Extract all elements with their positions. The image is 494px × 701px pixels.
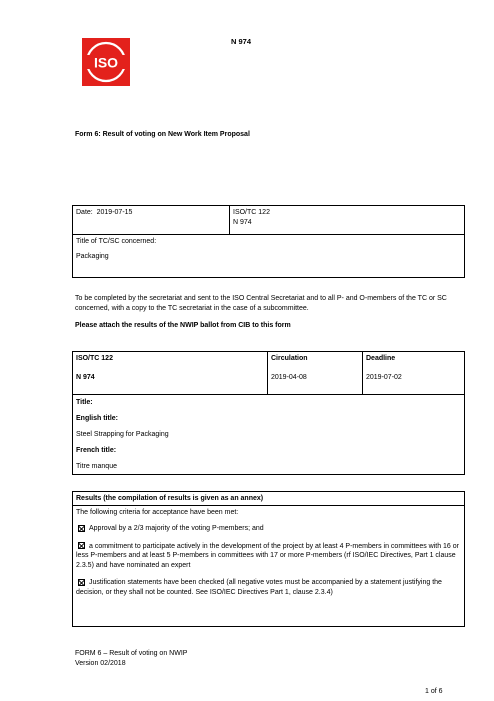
committee-name: ISO/TC 122 [233,209,270,216]
tc-title-cell [73,235,465,278]
footer [75,649,187,669]
checked-box-icon[interactable] [78,525,85,532]
circulation-date: 2019-04-08 [271,374,307,381]
results-body [73,506,465,627]
circulation-label: Circulation [271,355,308,362]
footer-version: Version 02/2018 [75,660,126,667]
document-number: N 974 [231,37,252,46]
circulation-cell [268,352,363,395]
criterion-3 [76,578,461,597]
ballot-title-cell [73,395,465,475]
french-title-label: French title: [76,447,117,454]
ballot-committee: ISO/TC 122 [76,355,113,362]
english-title-label: English title: [76,415,118,422]
criterion-1 [76,524,461,534]
criterion-2 [76,542,461,571]
form-title: Form 6: Result of voting on New Work Item Proposal [75,131,250,138]
ballot-table [72,351,465,475]
results-heading: Results (the compilation of results is given as an annex) [73,492,465,506]
deadline-label: Deadline [366,355,396,362]
ballot-committee-cell [73,352,268,395]
checked-box-icon[interactable] [78,579,85,586]
deadline-cell [363,352,465,395]
iso-logo [82,38,130,86]
criterion-2-text: a commitment to participate actively in the development of the project by at least 4 P-members in committees with 16 or less P-members and at least 5 P-members in committees with 17 or more P-members (rf ISO/IEC Directives, Part 1 clause 2.3.5) and have nominated an expert [76,542,459,569]
date-label: Date: [76,209,93,216]
english-title-value: Steel Strapping for Packaging [76,431,169,438]
attach-note: Please attach the results of the NWIP ballot from CIB to this form [75,322,291,329]
french-title-value: Titre manque [76,463,117,470]
deadline-date: 2019-07-02 [366,374,402,381]
footer-form-label: FORM 6 – Result of voting on NWIP [75,650,188,657]
tc-title-value: Packaging [76,253,109,260]
info-table [72,205,465,278]
ballot-doc-number: N 974 [76,374,95,381]
date-cell [73,206,230,235]
instructions-text: To be completed by the secretariat and sent to the ISO Central Secretariat and to all P- and O-members of the TC or SC concerned, with a copy to the TC secretariat in the case of a subcommittee. [75,295,447,312]
results-intro: The following criteria for acceptance have been met: [76,509,239,516]
page-number: 1 of 6 [425,688,443,695]
criterion-3-text: Justification statements have been checked (all negative votes must be accompanied by a statement justifying the decision, or they shall not be counted. See ISO/IEC Directives Part 1, clause 2.3.4) [76,579,442,596]
date-value: 2019-07-15 [96,209,133,216]
iso-logo-text: ISO [93,54,119,71]
committee-cell [230,206,465,235]
checked-box-icon[interactable] [78,542,85,549]
results-table [72,491,465,627]
tc-title-label: Title of TC/SC concerned: [76,238,157,245]
committee-doc: N 974 [233,219,252,226]
criterion-1-text: Approval by a 2/3 majority of the voting P-members; and [89,525,264,532]
iso-logo-graphic [82,38,130,86]
ballot-title-label: Title: [76,399,93,406]
